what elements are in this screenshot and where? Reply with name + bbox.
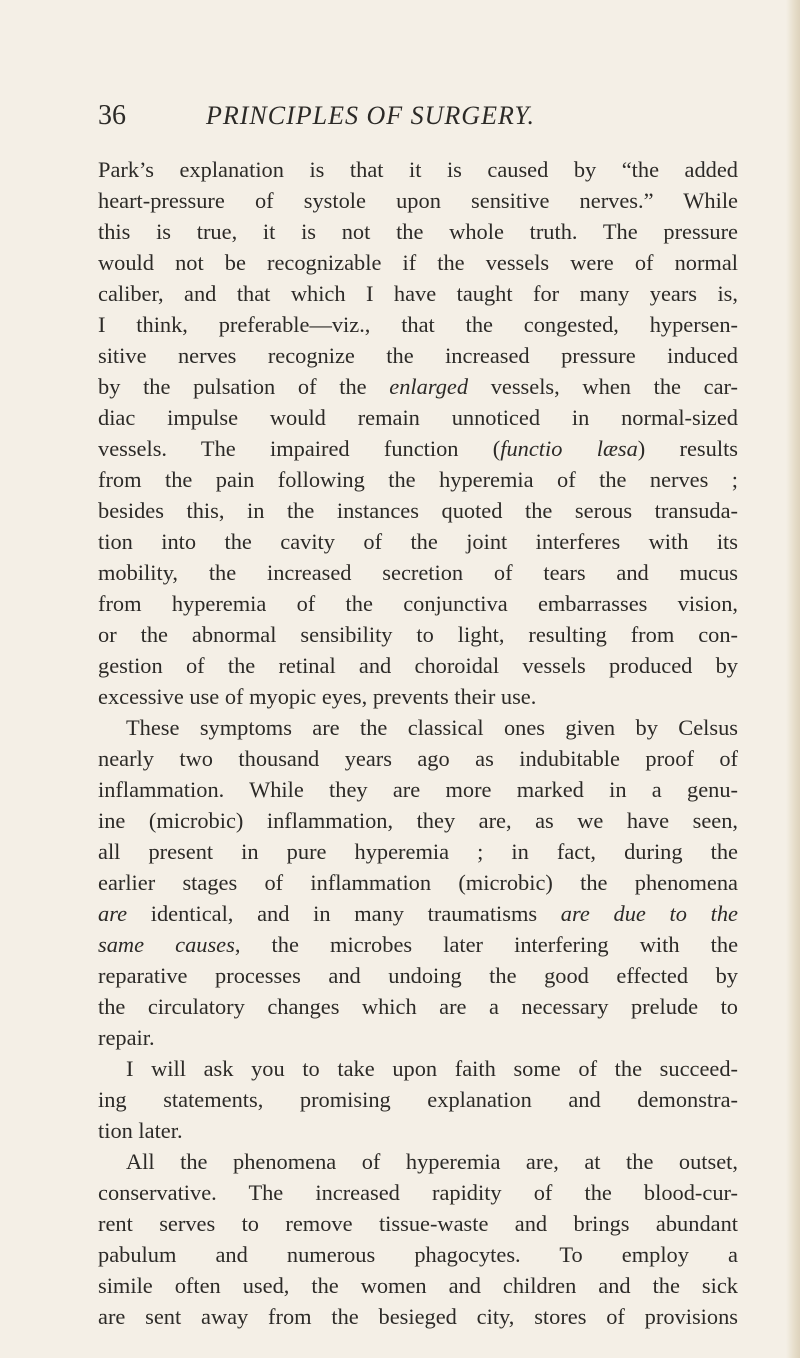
italic-span: same causes	[98, 932, 235, 957]
text-span: from the pain following the hyperemia of the nerves ;	[98, 467, 738, 492]
text-line	[98, 805, 738, 836]
text-line	[98, 154, 738, 185]
text-span: vessels. The impaired function (	[98, 436, 501, 461]
text-span: I think, preferable—viz., that the congested, hypersen-	[98, 312, 738, 337]
text-line	[98, 1270, 738, 1301]
text-line	[98, 464, 738, 495]
text-line	[98, 1053, 738, 1084]
text-line	[98, 1115, 738, 1146]
text-span: sitive nerves recognize the increased pressure induced	[98, 343, 738, 368]
text-span: I will ask you to take upon faith some of the succeed-	[126, 1056, 738, 1081]
running-head	[98, 96, 738, 136]
text-span: this is true, it is not the whole truth. The pressure	[98, 219, 738, 244]
text-span: , the microbes later interfering with the	[234, 932, 738, 957]
text-span: from hyperemia of the conjunctiva embarrasses vision,	[98, 591, 738, 616]
text-line	[98, 712, 738, 743]
italic-span: are	[98, 901, 128, 926]
text-span: reparative processes and undoing the good effected by	[98, 963, 738, 988]
text-line	[98, 588, 738, 619]
text-span: would not be recognizable if the vessels were of normal	[98, 250, 738, 275]
body-text	[98, 154, 738, 1332]
running-title: PRINCIPLES OF SURGERY.	[206, 101, 535, 130]
text-line	[98, 774, 738, 805]
text-span: identical, and in many traumatisms	[127, 901, 561, 926]
text-span: mobility, the increased secretion of tears and mucus	[98, 560, 738, 585]
text-span: caliber, and that which I have taught for many years is,	[98, 281, 738, 306]
text-line	[98, 898, 738, 929]
text-line	[98, 960, 738, 991]
text-span: heart-pressure of systole upon sensitive nerves.” While	[98, 188, 738, 213]
text-span: rent serves to remove tissue-waste and brings abundant	[98, 1211, 738, 1236]
text-line	[98, 495, 738, 526]
text-line	[98, 557, 738, 588]
text-line	[98, 247, 738, 278]
text-line	[98, 1208, 738, 1239]
text-line	[98, 743, 738, 774]
text-span: vessels, when the car-	[468, 374, 738, 399]
text-span: pabulum and numerous phagocytes. To employ a	[98, 1242, 738, 1267]
text-line	[98, 185, 738, 216]
text-span: All the phenomena of hyperemia are, at the outset,	[126, 1149, 738, 1174]
text-line	[98, 991, 738, 1022]
text-line	[98, 216, 738, 247]
text-line	[98, 836, 738, 867]
text-span: excessive use of myopic eyes, prevents their use.	[98, 684, 537, 709]
italic-span: enlarged	[389, 374, 469, 399]
text-span: by the pulsation of the	[98, 374, 390, 399]
text-line	[98, 278, 738, 309]
text-span: earlier stages of inflammation (microbic) the phenomena	[98, 870, 738, 895]
text-span: are sent away from the besieged city, stores of provisions	[98, 1304, 738, 1329]
text-span: conservative. The increased rapidity of the blood-cur-	[98, 1180, 738, 1205]
text-span: inflammation. While they are more marked in a genu-	[98, 777, 738, 802]
text-line	[98, 526, 738, 557]
italic-span: functio læsa	[500, 436, 638, 461]
text-span: besides this, in the instances quoted the serous transuda-	[98, 498, 738, 523]
text-line	[98, 340, 738, 371]
italic-span: are due to the	[560, 901, 738, 926]
text-span: These symptoms are the classical ones given by Celsus	[126, 715, 738, 740]
text-span: ing statements, promising explanation and demonstra-	[98, 1087, 738, 1112]
text-span: repair.	[98, 1025, 155, 1050]
page-number: 36	[98, 100, 126, 131]
text-span: tion later.	[98, 1118, 183, 1143]
page-edge-shadow	[786, 0, 800, 1358]
text-line	[98, 402, 738, 433]
text-line	[98, 929, 738, 960]
text-span: or the abnormal sensibility to light, resulting from con-	[98, 622, 738, 647]
text-line	[98, 1022, 738, 1053]
text-line	[98, 650, 738, 681]
text-line	[98, 371, 738, 402]
text-span: nearly two thousand years ago as indubitable proof of	[98, 746, 738, 771]
text-span: diac impulse would remain unnoticed in normal-sized	[98, 405, 738, 430]
text-line	[98, 681, 738, 712]
text-line	[98, 1084, 738, 1115]
text-span: Park’s explanation is that it is caused by “the added	[98, 157, 738, 182]
text-span: simile often used, the women and children and the sick	[98, 1273, 738, 1298]
text-span: ine (microbic) inflammation, they are, as we have seen,	[98, 808, 738, 833]
text-line	[98, 867, 738, 898]
text-line	[98, 433, 738, 464]
text-span: tion into the cavity of the joint interferes with its	[98, 529, 738, 554]
text-line	[98, 1146, 738, 1177]
text-line	[98, 1177, 738, 1208]
text-line	[98, 1301, 738, 1332]
text-line	[98, 619, 738, 650]
text-span: ) results	[637, 436, 738, 461]
text-span: gestion of the retinal and choroidal vessels produced by	[98, 653, 738, 678]
text-span: the circulatory changes which are a necessary prelude to	[98, 994, 738, 1019]
text-line	[98, 309, 738, 340]
text-span: all present in pure hyperemia ; in fact, during the	[98, 839, 738, 864]
text-line	[98, 1239, 738, 1270]
